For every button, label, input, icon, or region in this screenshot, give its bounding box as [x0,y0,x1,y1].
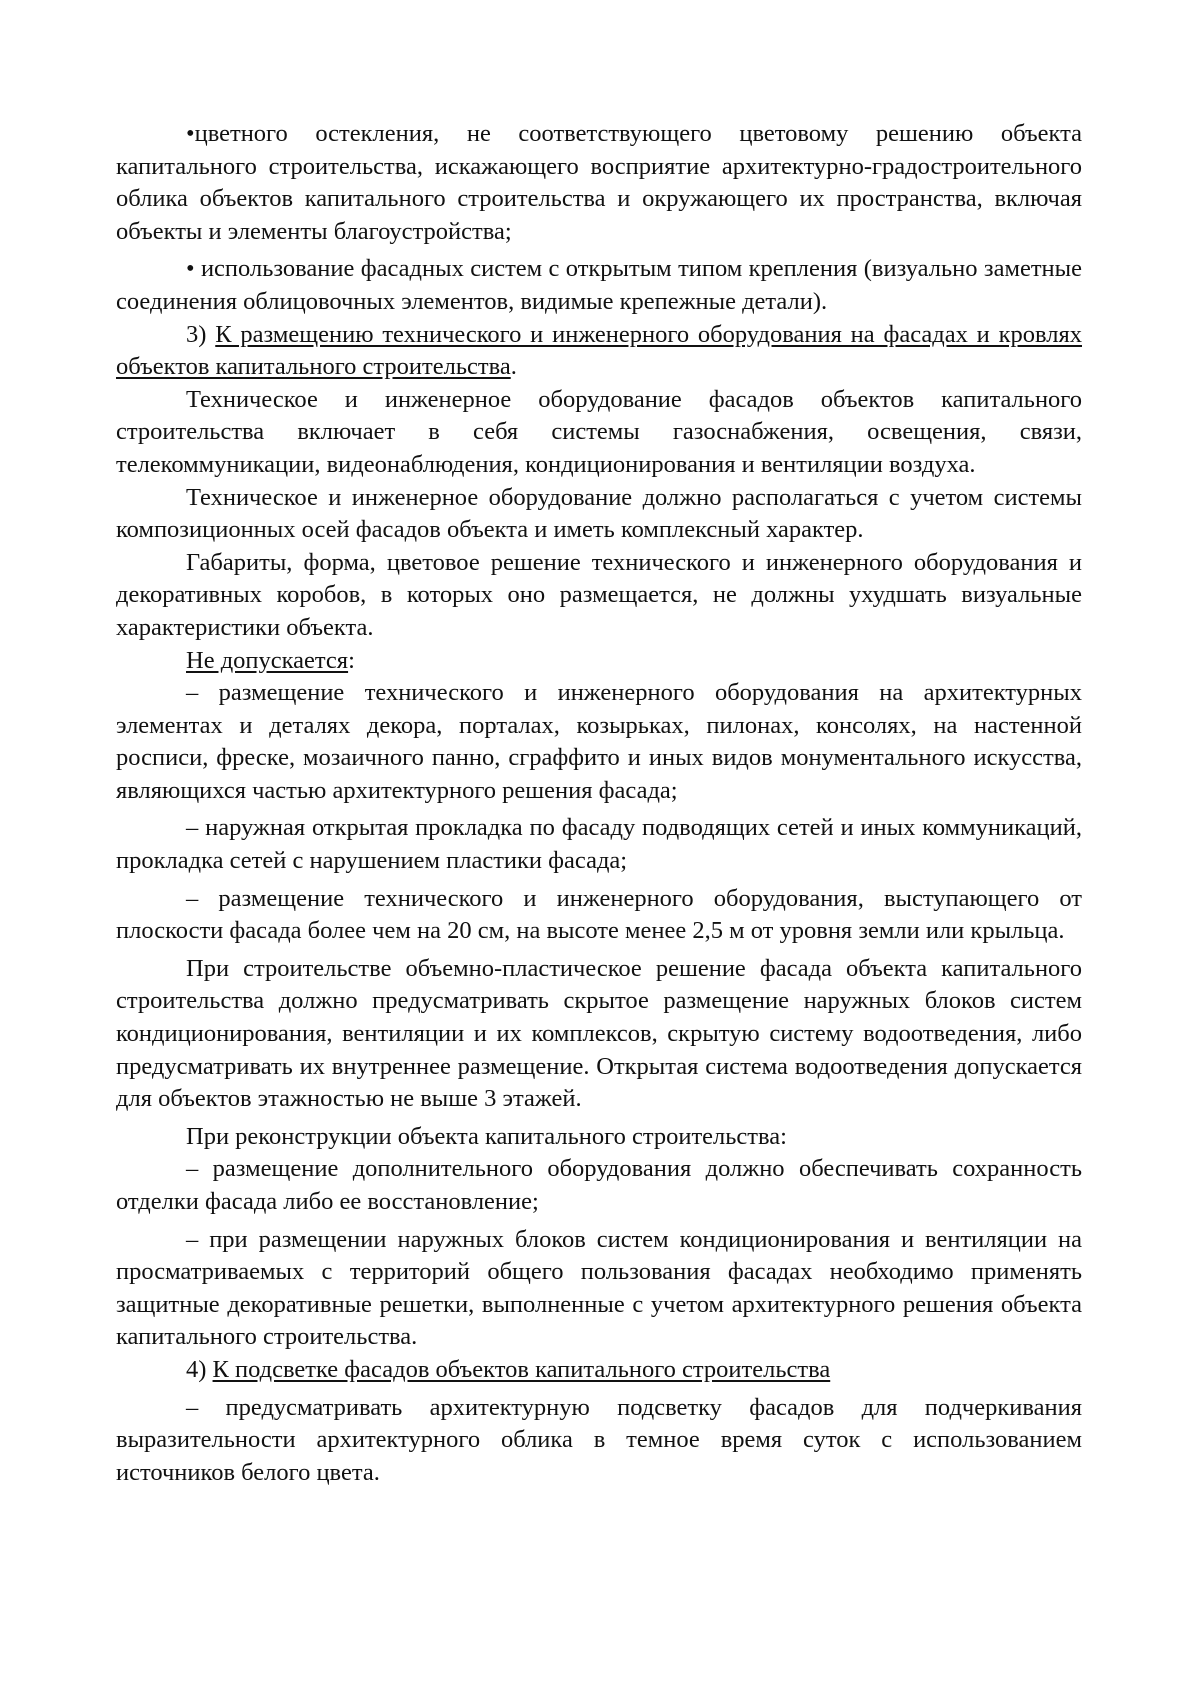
paragraph-colored-glazing: •цветного остекления, не соответствующего цветовому решению объекта капитального строительства, искажающего восприятие архитектурно-градостроительного облика объектов капитального строительства и окружающего их пространства, включая объекты и элементы благоустройства; [116,120,1082,245]
paragraph-facade-systems: • использование фасадных систем с открытым типом крепления (визуально заметные соединения облицовочных элементов, видимые крепежные детали). [116,255,1082,315]
list-item-protective-grilles: – при размещении наружных блоков систем кондиционирования и вентиляции на просматриваемых с территорий общего пользования фасадах необходимо применять защитные декоративные решетки, выполненные с учетом архитектурного решения объекта капитального строительства. [116,1225,1082,1351]
list-item-open-routing: – наружная открытая прокладка по фасаду подводящих сетей и иных коммуникаций, прокладка сетей с нарушением пластики фасада; [116,814,1082,875]
section-heading-4 [116,1354,1082,1387]
paragraph-equipment-includes: Техническое и инженерное оборудование фасадов объектов капитального строительства включает в себя системы газоснабжения, освещения, связи, телекоммуникации, видеонаблюдения, кондиционирования и вентиляции воздуха. [116,385,1082,478]
section-number-3: 3) [186,320,207,348]
list-item-decor-placement: – размещение технического и инженерного оборудования на архитектурных элементах и деталях декора, порталах, козырьках, пилонах, консолях, на настенной росписи, фреске, мозаичного панно, сграффито и иных видов монументального искусства, являющихся частью архитектурного решения фасада; [116,679,1082,804]
list-item-protrusion: – размещение технического и инженерного оборудования, выступающего от плоскости фасада более чем на 20 см, на высоте менее 2,5 м от уровня земли или крыльца. [116,884,1082,945]
not-allowed-title: Не допускается [186,646,349,674]
paragraph-construction: При строительстве объемно-пластическое решение фасада объекта капитального строительства должно предусматривать скрытое размещение наружных блоков систем кондиционирования, вентиляции и их комплексов, скрытую систему водоотведения, либо предусматривать их внутреннее размещение. Открытая система водоотведения допускается для объектов этажностью не выше 3 этажей. [116,954,1082,1113]
list-item-lighting: – предусматривать архитектурную подсветку фасадов для подчеркивания выразительности архитектурного облика в темное время суток с использованием источников белого цвета. [116,1393,1082,1486]
document-body [116,118,1082,1489]
paragraph-reconstruction: При реконструкции объекта капитального строительства: [186,1122,787,1150]
section-number-4: 4) [186,1355,207,1383]
section-title-3-tail: . [510,353,517,381]
not-allowed-heading [116,645,1082,678]
section-heading-3 [116,319,1082,384]
not-allowed-tail: : [348,646,355,674]
paragraph-equipment-placement: Техническое и инженерное оборудование должно располагаться с учетом системы композиционных осей фасадов объекта и иметь комплексный характер. [116,483,1082,544]
section-title-3: К размещению технического и инженерного оборудования на фасадах и кровлях объектов капитального строительства [116,320,1082,381]
list-item-additional-equipment: – размещение дополнительного оборудования должно обеспечивать сохранность отделки фасада либо ее восстановление; [116,1155,1082,1215]
paragraph-equipment-dimensions: Габариты, форма, цветовое решение технического и инженерного оборудования и декоративных коробов, в которых оно размещается, не должны ухудшать визуальные характеристики объекта. [116,548,1082,641]
section-title-4: К подсветке фасадов объектов капитального строительства [212,1355,831,1383]
